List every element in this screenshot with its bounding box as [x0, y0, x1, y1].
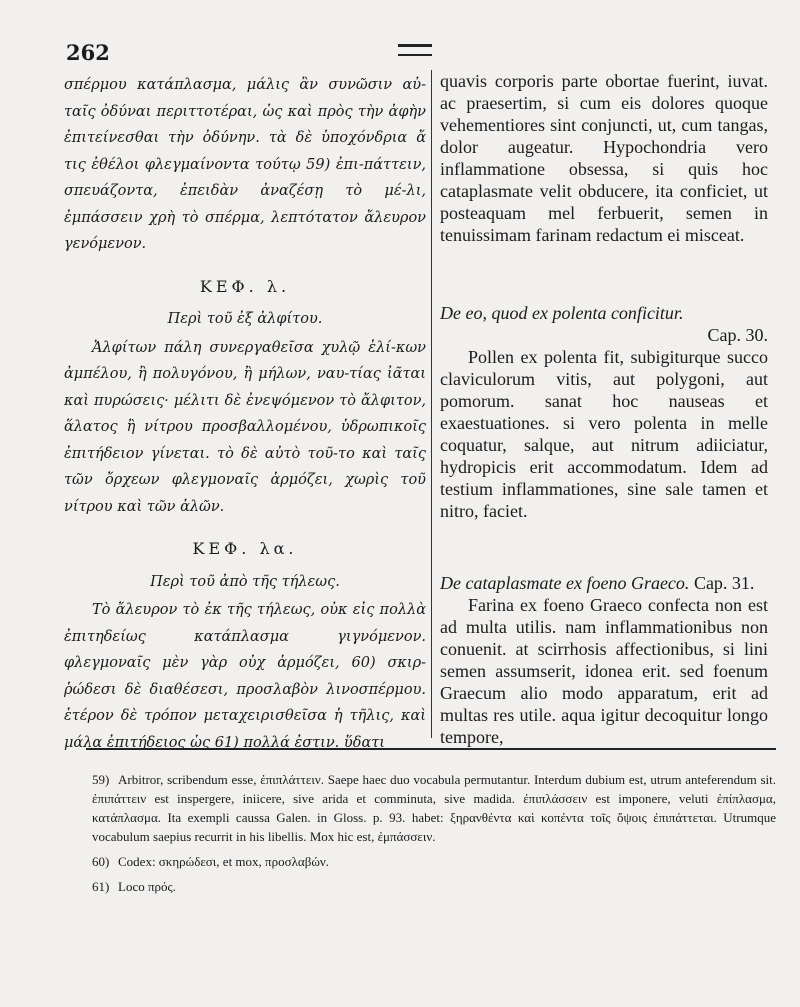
latin-chapter-number-30: Cap. 30.: [707, 325, 768, 345]
latin-paragraph-31: Farina ex foeno Graeco confecta non est ad multa utilis. nam inflammationibus non conuenit. at scirrhosis affectionibus, si lini semen assumserit, idonea erit. sed foenum Graecum alio modo apparatum, erit ad multas res utile. aqua igitur decoquitur longo tempore,: [440, 595, 768, 747]
greek-chapter-subheading-30: Περὶ τοῦ ἐξ ἀλφίτου.: [167, 311, 323, 327]
footnote-text: Arbitror, scribendum esse, ἐπιπλάττειν. Saepe haec duo vocabula permutantur. Interdum dubium est, utrum anteferendum sit. ἐπιπάττειν est inspergere, iniicere, sive arida et comminuta, sive madida. ἐπιπλάσσειν est imponere, veluti ἐπίπλασμα, κατάπλασμα. Ita exempli caussa Galen. in Gloss. p. 93. habet: ξηρανθέντα καὶ κοπέντα τοῖς ὄψοις ἐπιπάττεται. Utrumque vocabulum saepius recurrit in his libellis. Mox hic est, ἐμπάσσειν.: [92, 772, 776, 844]
greek-paragraph-31: Τὸ ἄλευρον τὸ ἐκ τῆς τήλεως, οὐκ εἰς πολλὰ ἐπιτηδείως κατάπλασμα γιγνόμενον. φλεγμοναῖς μὲν γὰρ οὐχ ἁρμόζει, 60) σκιρ-ῥώδεσι δὲ διαθέσεσι, προσλαβὸν λινοσπέρμου. ἑτέρον δὲ τρόπον μεταχειρισθεῖσα ἡ τῆλις, καὶ μάλα ἐπιτήδειος ὡς 61) πολλά ἐστιν. ὕδατι: [64, 602, 426, 751]
greek-chapter-heading-30: ΚΕΦ. λ.: [199, 276, 291, 296]
greek-paragraph-intro: σπέρμου κατάπλασμα, μάλις ἂν συνῶσιν αὐ-ταῖς ὀδύναι περιττοτέραι, ὡς καὶ πρὸς τὴν ἀφὴν ἐπιτείνεσθαι τὴν ὀδύνην. τὰ δὲ ὑποχόνδρια ἄ τις ἐθέλοι φλεγμαίνοντα τούτῳ 59) ἐπι-πάττειν, σπευάζοντα, ἐπειδὰν ἀναζέσῃ τὸ μέ-λι, ἐμπάσσειν χρὴ τὸ σπέρμα, λεπτότατον ἄλευρον γενόμενον.: [64, 77, 426, 252]
footnote-number: 60): [92, 854, 110, 869]
footnote-59: [92, 770, 776, 846]
column-divider: [431, 70, 432, 738]
footnote-rule: [86, 748, 776, 750]
latin-chapter-number-31: Cap. 31.: [693, 573, 755, 593]
greek-column: [64, 72, 426, 756]
footnote-number: 61): [92, 879, 110, 894]
latin-paragraph-intro: quavis corporis parte obortae fuerint, iuvat. ac praesertim, si cum eis dolores quoque vehementiores sint conjuncti, ut, cum tangas, dolor augeatur. Hypochondria vero inflammatione obsessa, si quis hoc cataplasmate velit obducere, ita conficiet, ut posteaquam mel ferbuerit, semen in tenuissimam farinam redactum ei misceat.: [440, 71, 768, 245]
header-rule: [398, 44, 432, 56]
latin-chapter-title-30-text: De eo, quod ex polenta conficitur.: [440, 303, 684, 323]
footnote-text: Loco πρός.: [118, 879, 176, 894]
footnotes: [92, 770, 776, 902]
greek-chapter-heading-31: ΚΕΦ. λα.: [192, 539, 298, 558]
page-number: 262: [66, 40, 110, 65]
footnote-61: [92, 877, 776, 896]
latin-chapter-title-31-text: De cataplasmate ex foeno Graeco.: [440, 573, 690, 593]
greek-paragraph-30: Ἀλφίτων πάλη συνεργαθεῖσα χυλῷ ἑλί-κων ἀμπέλου, ἢ πολυγόνου, ἢ μήλων, ναυ-τίας ἰᾶται καὶ πυρώσεις· μέλιτι δὲ ἐνεψόμενον τὸ ἄλφιτον, ἅλατος ἢ νίτρου προσβαλλομένου, ὑδρωπικοῖς ἐπιτήδειον γίνεται. τὸ δὲ αὐτὸ τοῦ-το καὶ ταῖς τῶν ὄρχεων φλεγμοναῖς ἁρμόζει, χωρὶς τοῦ νίτρου καὶ τῶν ἁλῶν.: [64, 339, 426, 515]
latin-column: [440, 70, 768, 748]
latin-chapter-title-30: [440, 302, 768, 324]
greek-chapter-subheading-31: Περὶ τοῦ ἀπὸ τῆς τήλεως.: [150, 573, 340, 590]
footnote-text: Codex: σκηρώδεσι, et mox, προσλαβών.: [118, 854, 330, 869]
footnote-60: [92, 852, 776, 871]
latin-chapter-title-31: [440, 572, 768, 594]
latin-paragraph-30: Pollen ex polenta fit, subigiturque succo claviculorum vitis, aut polygoni, aut pomorum. sanat hoc nauseas et exaestuationes. si vero polenta in melle coquatur, salque, aut nitrum adiiciatur, hydropicis erit accommodatum. Idem ad testium inflammationes, sine sale tamen et nitro, faciet.: [440, 347, 768, 521]
footnote-number: 59): [92, 772, 110, 787]
